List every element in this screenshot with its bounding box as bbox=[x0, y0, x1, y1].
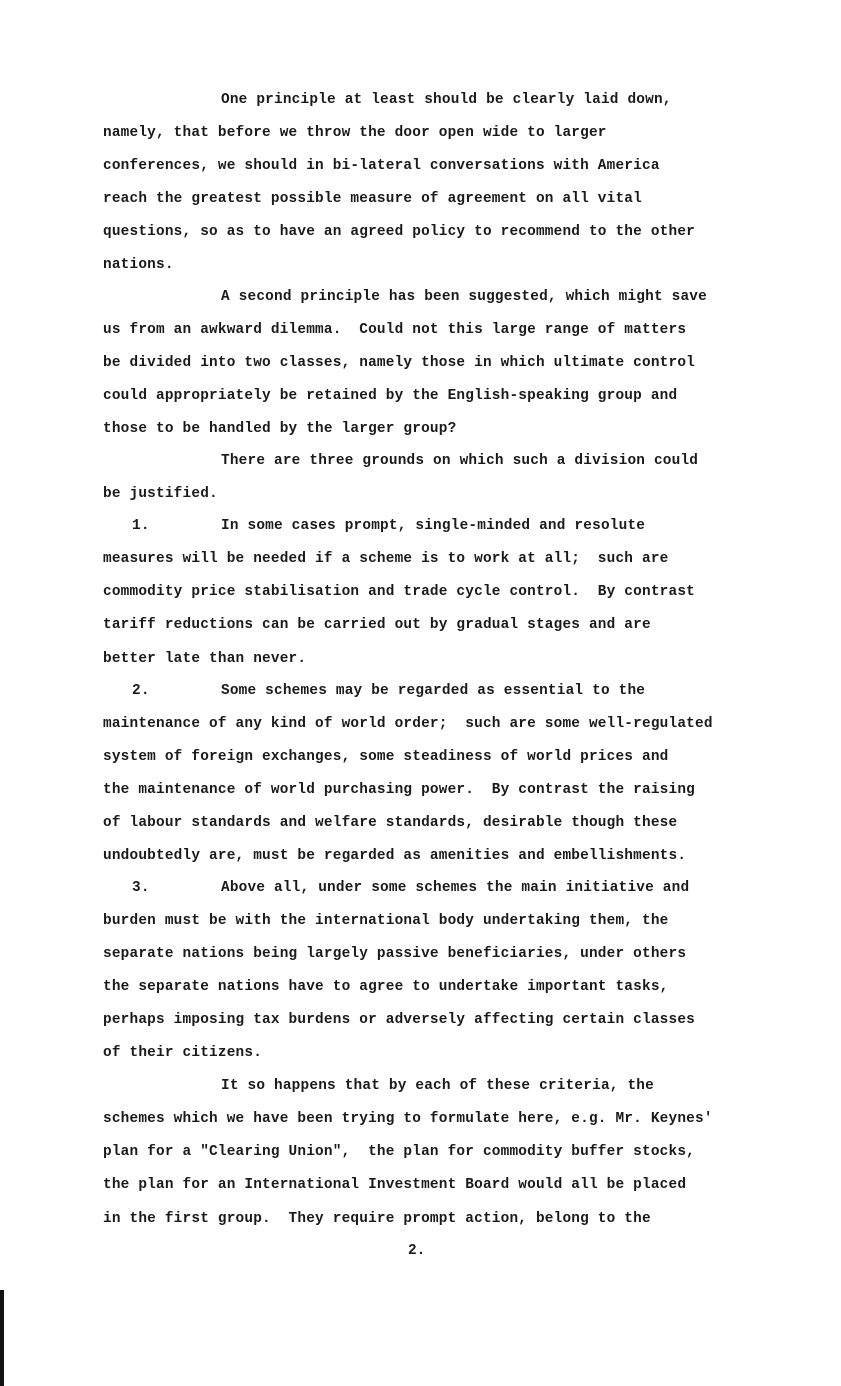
text-line: plan for a "Clearing Union", the plan for commodity buffer stocks, bbox=[103, 1144, 695, 1160]
text-line: Above all, under some schemes the main initiative and bbox=[221, 880, 690, 896]
text-line: of their citizens. bbox=[103, 1045, 263, 1061]
text-line: system of foreign exchanges, some steadiness of world prices and bbox=[103, 749, 669, 765]
text-line: burden must be with the international body undertaking them, the bbox=[103, 913, 669, 929]
text-line: undoubtedly are, must be regarded as amenities and embellishments. bbox=[103, 848, 687, 864]
list-number: 2. bbox=[132, 683, 150, 699]
text-line: perhaps imposing tax burdens or adversely affecting certain classes bbox=[103, 1012, 695, 1028]
text-line: In some cases prompt, single-minded and resolute bbox=[221, 518, 646, 534]
text-line: separate nations being largely passive beneficiaries, under others bbox=[103, 946, 687, 962]
text-line: It so happens that by each of these criteria, the bbox=[221, 1078, 654, 1094]
text-line: us from an awkward dilemma. Could not this large range of matters bbox=[103, 322, 687, 338]
text-line: schemes which we have been trying to formulate here, e.g. Mr. Keynes' bbox=[103, 1111, 713, 1127]
text-line: in the first group. They require prompt action, belong to the bbox=[103, 1211, 651, 1227]
text-line: measures will be needed if a scheme is to work at all; such are bbox=[103, 551, 669, 567]
list-number: 3. bbox=[132, 880, 150, 896]
text-line: One principle at least should be clearly laid down, bbox=[221, 92, 672, 108]
text-line: conferences, we should in bi-lateral conversations with America bbox=[103, 158, 660, 174]
text-line: namely, that before we throw the door open wide to larger bbox=[103, 125, 607, 141]
text-line: the plan for an International Investment Board would all be placed bbox=[103, 1177, 687, 1193]
page-number: 2. bbox=[408, 1243, 426, 1259]
text-line: of labour standards and welfare standards, desirable though these bbox=[103, 815, 678, 831]
text-line: questions, so as to have an agreed policy to recommend to the other bbox=[103, 224, 695, 240]
text-line: the separate nations have to agree to undertake important tasks, bbox=[103, 979, 669, 995]
scan-edge-mark bbox=[0, 1290, 4, 1386]
text-line: be justified. bbox=[103, 486, 218, 502]
text-line: maintenance of any kind of world order; such are some well-regulated bbox=[103, 716, 713, 732]
text-line: commodity price stabilisation and trade cycle control. By contrast bbox=[103, 584, 695, 600]
text-line: There are three grounds on which such a division could bbox=[221, 453, 699, 469]
text-line: better late than never. bbox=[103, 651, 307, 667]
text-line: the maintenance of world purchasing power. By contrast the raising bbox=[103, 782, 695, 798]
text-line: tariff reductions can be carried out by gradual stages and are bbox=[103, 617, 651, 633]
text-line: could appropriately be retained by the English-speaking group and bbox=[103, 388, 678, 404]
text-line: Some schemes may be regarded as essential to the bbox=[221, 683, 646, 699]
text-line: those to be handled by the larger group? bbox=[103, 421, 457, 437]
list-number: 1. bbox=[132, 518, 150, 534]
text-line: reach the greatest possible measure of agreement on all vital bbox=[103, 191, 642, 207]
text-line: A second principle has been suggested, which might save bbox=[221, 289, 707, 305]
text-line: be divided into two classes, namely those in which ultimate control bbox=[103, 355, 695, 371]
text-line: nations. bbox=[103, 257, 174, 273]
